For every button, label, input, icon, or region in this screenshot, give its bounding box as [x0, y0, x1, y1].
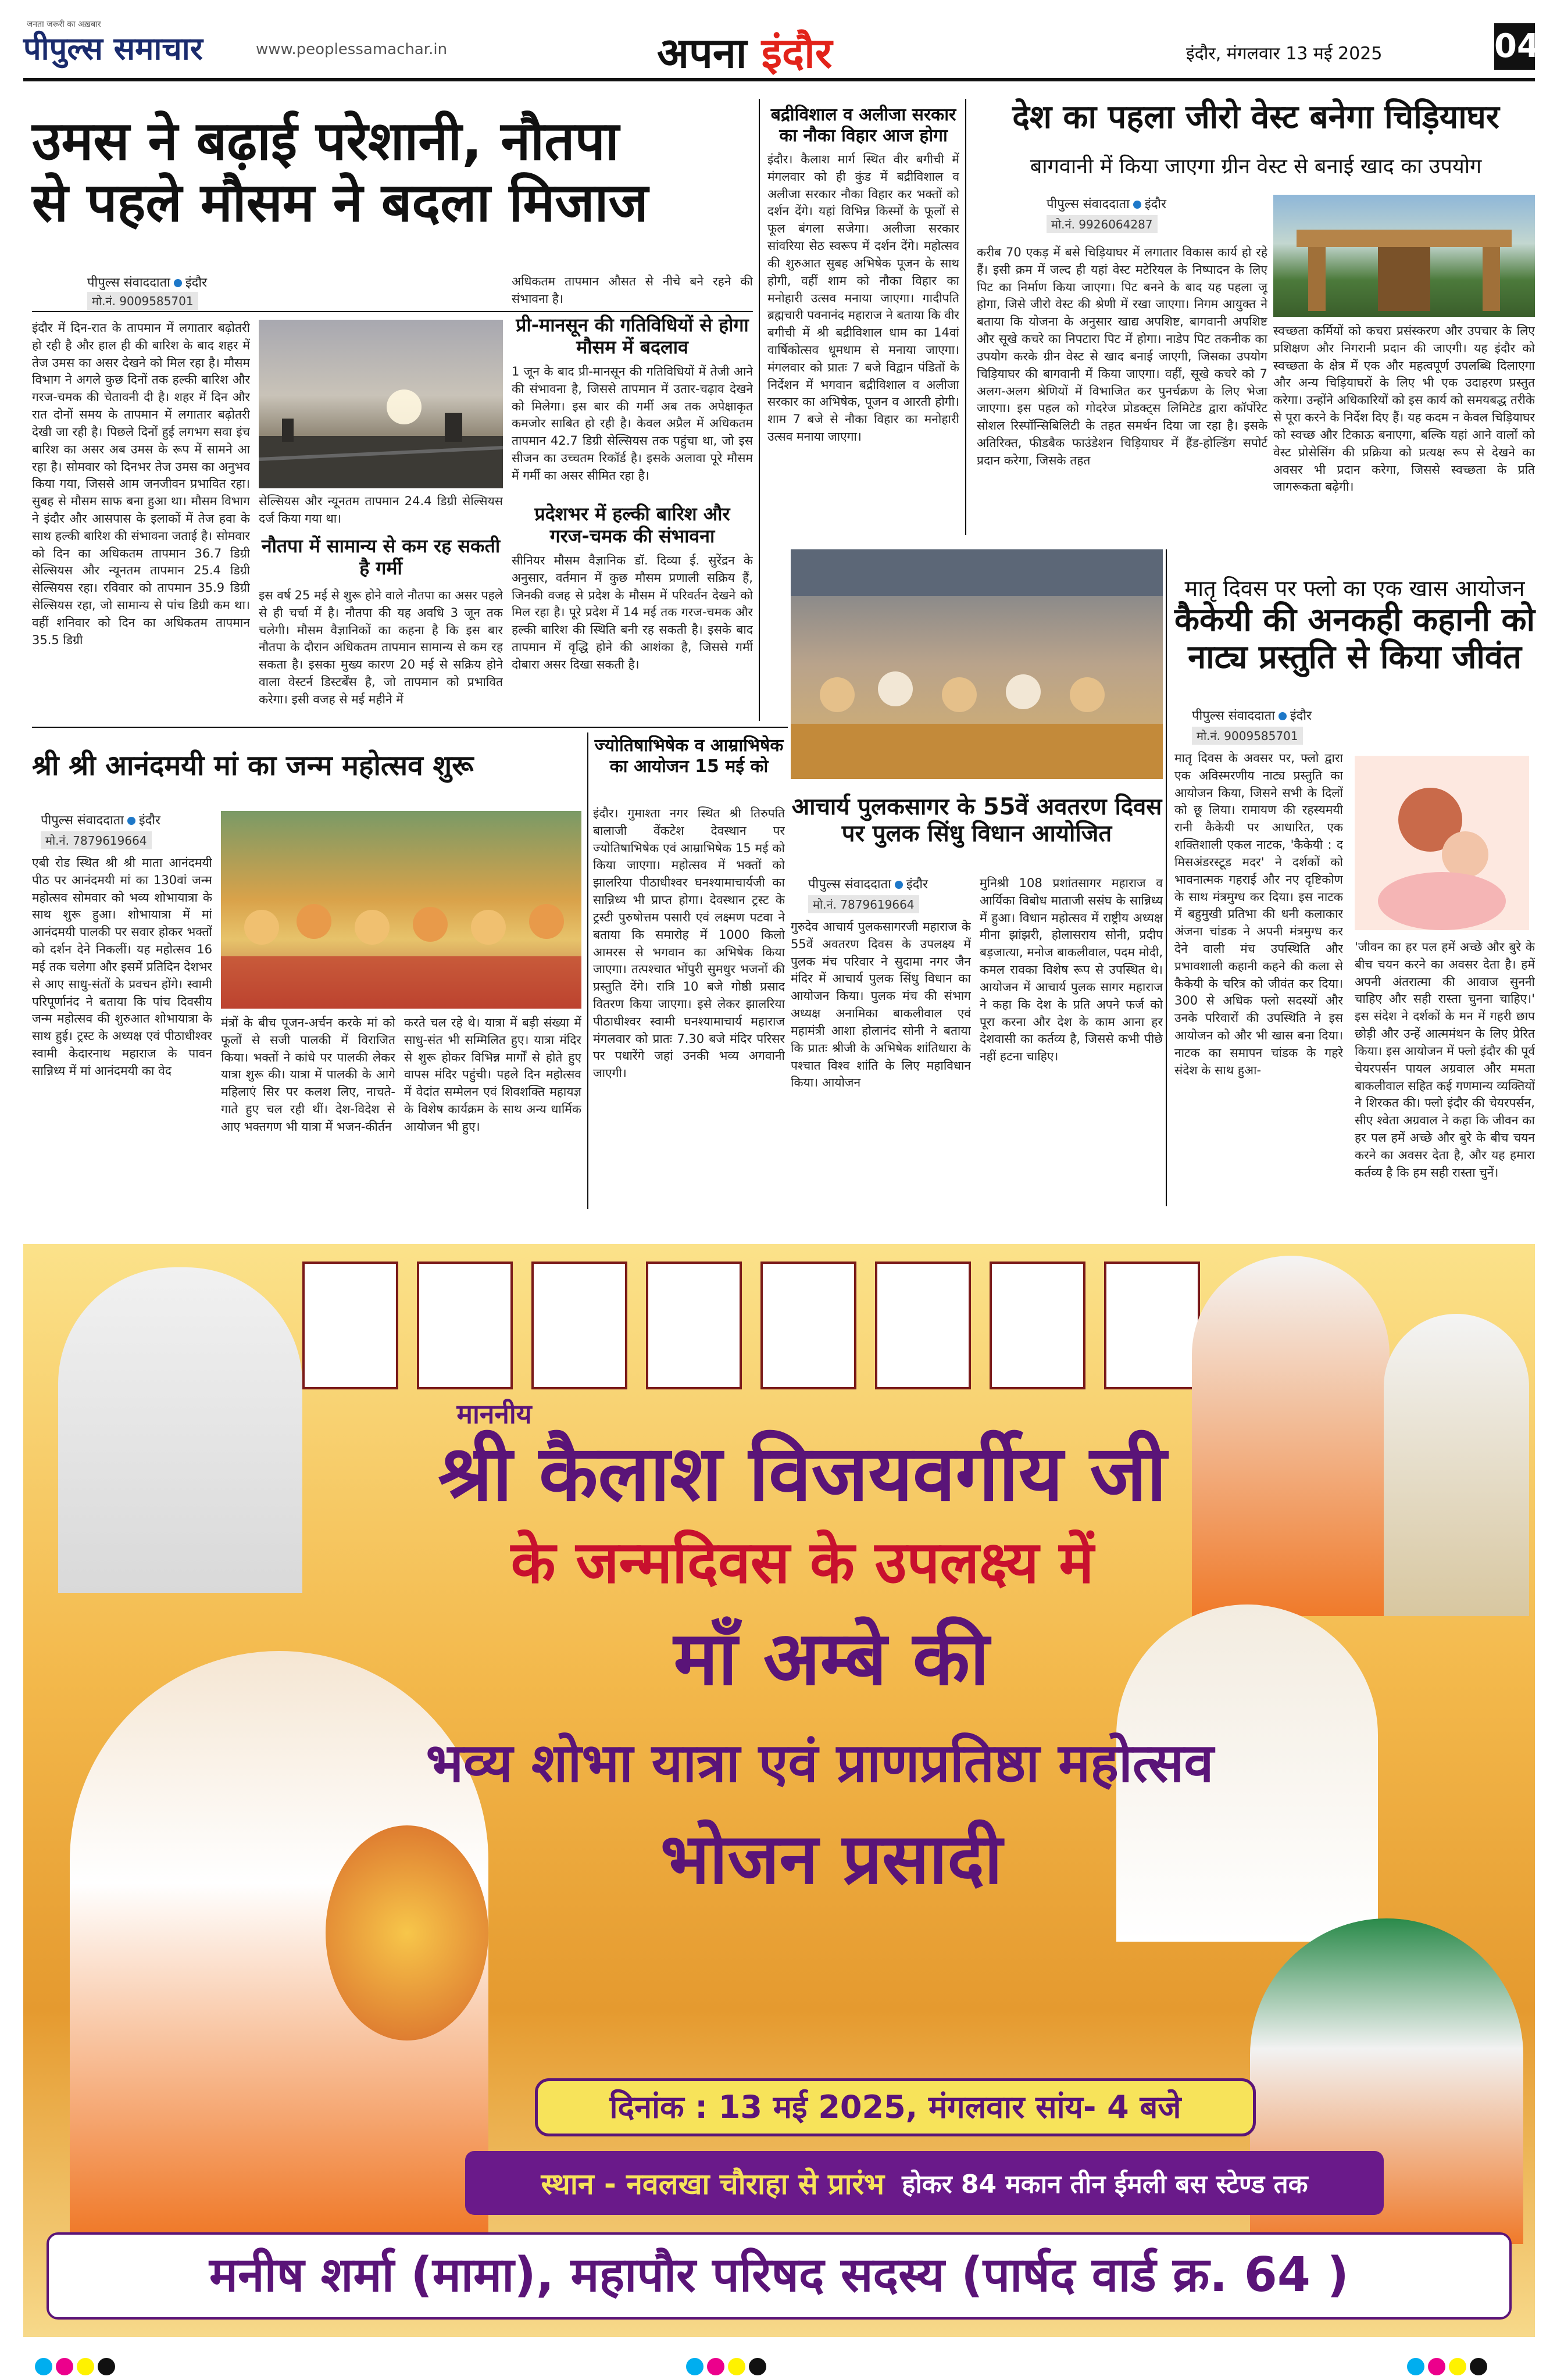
story7-headline: आचार्य पुलकसागर के 55वें अवतरण दिवस पर पुलक सिंधु विधान आयोजित [791, 794, 1162, 847]
story5-byline [41, 811, 160, 828]
story5-headline: श्री श्री आनंदमयी मां का जन्म महोत्सव शुरू [32, 749, 474, 782]
zoo-gate-icon [1273, 195, 1535, 317]
zoo-gate-photo [1273, 195, 1535, 317]
story3-deck: बागवानी में किया जाएगा ग्रीन वेस्ट से बनाई खाद का उपयोग [1030, 155, 1482, 178]
advertisement [23, 1244, 1535, 2337]
brand-logo: पीपुल्स समाचार [23, 30, 203, 67]
site-url[interactable]: www.peoplessamachar.in [256, 41, 448, 58]
story1-col3c: सीनियर मौसम वैज्ञानिक डॉ. दिव्या ई. सुरेंद्रन के अनुसार, वर्तमान में कुछ मौसम प्रणाली सक्रिय हैं, जिनकी वजह से प्रदेश के मौसम में परिवर्तन देखने को मिल रहा है। पूरे प्रदेश में 14 मई तक गरज-चमक और हल्की बारिश की स्थिति बनी रह सकती है। इसके बाद तापमान में वृद्धि होने की आशंका है, जिससे गर्मी दोबारा असर दिखा सकती है। [512, 553, 753, 671]
section-title [657, 23, 832, 80]
ad-line3: माँ अम्बे की [673, 1616, 990, 1702]
bullet-icon [1279, 712, 1287, 720]
leader-portrait-right1 [1192, 1256, 1390, 1616]
story6-body: इंदौर। गुमाश्ता नगर स्थित श्री तिरुपति बालाजी वेंकटेश देवस्थान पर ज्योतिषाभिषेक एवं आम्राभिषेक 15 मई को किया जाएगा। महोत्सव में भक्तों को झालरिया पीठाधीश्वर घनश्यामाचार्यजी का सान्निध्य भी प्राप्त होगा। देवस्थान ट्रस्ट के ट्रस्टी पुरुषोत्तम पसारी एवं लक्ष्मण पटवा ने बताया कि समारोह में 1000 किलो आमरस से भगवान का अभिषेक किया जाएगा। तत्पश्चात भोंपुरी सुमधुर भजनों की प्रस्तुति देंगे। रात्रि 10 बजे गोष्ठी प्रसाद वितरण किया जाएगा। इसे लेकर झालरिया पीठाधीश्वर स्वामी घनश्यामाचार्य महाराज मंगलवार को प्रातः 7.30 बजे मंदिर परिसर पर पधारेंगे जहां उनकी भव्य अगवानी जाएगी। [593, 806, 785, 1081]
magenta-dot-icon [1428, 2358, 1445, 2375]
story7-author: पीपुल्स संवाददाता [808, 877, 891, 892]
story3-headline: देश का पहला जीरो वेस्ट बनेगा चिड़ियाघर [1012, 98, 1499, 136]
story2-headline: बद्रीविशाल व अलीजा सरकार का नौका विहार आज होगा [770, 105, 956, 146]
story1-photo-caption: सेल्सियस और न्यूनतम तापमान 24.4 डिग्री सेल्सियस दर्ज किया गया था। [259, 494, 503, 526]
story1-headline-line1: उमस ने बढ़ाई परेशानी, नौतपा [32, 110, 619, 172]
story4-byline [1192, 706, 1312, 724]
story1-col2b: इस वर्ष 25 मई से शुरू होने वाले नौतपा का असर पहले से ही चर्चा में है। नौतपा की यह अवधि 3 जून तक चलेगी। मौसम वैज्ञानिकों का कहना है कि इस बार नौतपा के दौरान अधिकतम तापमान सामान्य से कम रह सकता है। इसका मुख्य कारण 20 मई से सक्रिय होने वाला वेस्टर्न डिस्टर्बेंस है, जो तापमान को प्रभावित करेगा। इसी वजह से मई महीने में [259, 588, 503, 706]
magenta-dot-icon [707, 2358, 724, 2375]
color-swatch-left [35, 2358, 119, 2378]
masthead [23, 17, 1540, 81]
story5-mobile: मो.नं. 7879619664 [41, 831, 152, 849]
column-rule-3 [1166, 549, 1167, 1206]
page-number: 04 [1494, 23, 1535, 70]
cyan-dot-icon [1407, 2358, 1424, 2375]
portrait-icon [990, 1262, 1085, 1389]
story5-col2: मंत्रों के बीच पूजन-अर्चन करके मां को फूलों से सजी पालकी में विराजित किया। भक्तों ने कांधे पर पालकी लेकर यात्रा शुरू की। यात्रा में पालकी के आगे महिलाएं सिर पर कलश लिए, नाचते-गाते हुए चल रही थीं। देश-विदेश से आए भक्तगण भी यात्रा में भजन-कीर्तन [221, 1016, 395, 1134]
story3-col2: स्वच्छता कर्मियों को कचरा प्रसंस्करण और उपचार के लिए प्रशिक्षण और निगरानी प्रदान की जाएगी। यह इंदौर को स्वच्छता के क्षेत्र में एक और महत्वपूर्ण उपलब्धि दिलाएगा और अन्य चिड़ियाघरों के लिए भी एक उदाहरण प्रस्तुत करेगा। उन्होंने अधिकारियों को इस कार्य को समयबद्ध तरीके से पूरा करने के निर्देश दिए हैं। यह कदम न केवल चिड़ियाघर को स्वच्छ और टिकाऊ बनाएगा, बल्कि यहां आने वालों को वेस्ट प्रोसेसिंग की प्रक्रिया को प्रत्यक्ष रूप से देखने का अवसर भी प्रदान करेगा, जिससे स्वच्छता के प्रति जागरूकता बढ़ेगी। [1273, 324, 1535, 494]
story1-city: इंदौर [185, 276, 208, 290]
story1-sub1: नौतपा में सामान्य से कम रह सकती है गर्मी [261, 535, 501, 580]
story7-city: इंदौर [906, 877, 929, 892]
dateline: इंदौर, मंगलवार 13 मई 2025 [1186, 44, 1383, 64]
bullet-icon [127, 817, 135, 825]
mother-child-illustration [1355, 756, 1529, 930]
story7-byline [808, 875, 928, 892]
story3-col1: करीब 70 एकड़ में बसे चिड़ियाघर में लगातार विकास कार्य हो रहे हैं। इसी क्रम में जल्द ही यहां वेस्ट मटेरियल के निष्पादन के लिए पिट का निर्माण किया जाएगा। पिट बनने के बाद यह पहला जू होगा, जिसे जीरो वेस्ट की श्रेणी में रखा जाएगा। निगम आयुक्त ने बताया कि योजना के अनुसार खाद्य अपशिष्ट, बागवानी अपशिष्ट और सूखे कचरे का निपटारा पिट में होगा। नाडेप पिट तकनीक का उपयोग करके ग्रीन वेस्ट से खाद बनाई जाएगी, जिसका उपयोग चिड़ियाघर की बागवानी में किया जाएगा। वहीं, सूखे कचरे को 7 अलग-अलग श्रेणियों में विभाजित कर पुनर्चक्रण के लिए भेजा जाएगा। इस पहल को गोदरेज प्रोडक्ट्स लिमिटेड द्वारा कॉर्पोरेट सोशल रिस्पॉन्सिबिलिटी के तहत समर्थन दिया जा रहा है। इसके अतिरिक्त, फीडबैक फाउंडेशन चिड़ियाघर में हैंड-होल्डिंग सपोर्ट प्रदान करेगा, जिसके तहत [977, 245, 1267, 467]
ad-name: श्री कैलाश विजयवर्गीय जी [438, 1429, 1167, 1518]
story1-mobile: मो.नं. 9009585701 [87, 292, 198, 310]
story7-col2: मुनिश्री 108 प्रशांतसागर महाराज व आर्यिका विबोध माताजी ससंघ के सान्निध्य में हुआ। विधान महोत्सव में राष्ट्रीय अध्यक्ष मीना झांझरी, होलासराय सोनी, प्रदीप बड़जात्या, मनोज बाकलीवाल, पदम मोदी, कमल रावका विशेष रूप से उपस्थित थे। आयोजन में आचार्य पुलक सागर महाराज ने कहा कि देश के प्रति अपने फर्ज को पूरा करना और देश के काम आना हर देशवासी का कर्तव्य है, जिससे कभी पीछे नहीं हटना चाहिए। [980, 876, 1163, 1064]
story5-col1: एबी रोड स्थित श्री श्री माता आनंदमयी पीठ पर आनंदमयी मां का 130वां जन्म महोत्सव सोमवार को भव्य शोभायात्रा के साथ शुरू हुआ। शोभायात्रा में मां आनंदमयी पालकी पर सवार होकर भक्तों को दर्शन देने निकलीं। यह महोत्सव 16 मई तक चलेगा और इसमें प्रतिदिन देशभर से आए साधु-संतों के प्रवचन होंगे। स्वामी परिपूर्णानंद ने बताया कि पांच दिवसीय जन्म महोत्सव की शुरुआत शोभायात्रा के साथ हुई। ट्रस्ट के अध्यक्ष एवं पीठाधीश्वर स्वामी केदारनाथ महाराज के पावन सान्निध्य में मां आनंदमयी का वेद [32, 856, 212, 1078]
story4-kicker: मातृ दिवस पर फ्लो का एक खास आयोजन [1184, 576, 1525, 601]
story3-mobile: मो.नं. 9926064287 [1047, 215, 1158, 233]
story1-sub3: प्रदेशभर में हल्की बारिश और गरज-चमक की संभावना [534, 503, 730, 548]
story3-byline [1047, 195, 1166, 212]
procession-icon [221, 811, 581, 1009]
ad-line5: भोजन प्रसादी [660, 1819, 1003, 1900]
yellow-dot-icon [77, 2358, 94, 2375]
column-rule-2 [965, 99, 966, 535]
ad-line4: भव्य शोभा यात्रा एवं प्राणप्रतिष्ठा महोत्सव [426, 1732, 1214, 1794]
sunset-photo [259, 320, 503, 488]
crowd-icon [791, 549, 1163, 779]
story5-col3: करते चल रहे थे। यात्रा में बड़ी संख्या में साधु-संत भी सम्मिलित हुए। यात्रा मंदिर से शुरू होकर विभिन्न मार्गों से होते हुए वापस मंदिर पहुंची। पहले दिन महोत्सव में वेदांत सम्मेलन एवं शिवशक्ति महायज्ञ के विशेष कार्यक्रम के साथ अन्य धार्मिक आयोजन भी हुए। [404, 1016, 581, 1134]
story1-col3a: अधिकतम तापमान औसत से नीचे बने रहने की संभावना है। [512, 274, 753, 306]
bullet-icon [174, 279, 182, 287]
story4-col2: 'जीवन का हर पल हमें अच्छे और बुरे के बीच चयन करने का अवसर देता है। हमें अपनी अंतरात्मा की आवाज सुननी चाहिए और सही रास्ता चुनना चाहिए।' इस संदेश ने दर्शकों के मन में गहरी छाप छोड़ी और उन्हें आत्ममंथन के लिए प्रेरित किया। इस आयोजन में फ्लो इंदौर की पूर्व चेयरपर्सन पायल अग्रवाल और ममता बाकलीवाल सहित कई गणमान्य व्यक्तियों ने शिरकत की। फ्लो इंदौर की चेयरपर्सन, सीए श्वेता अग्रवाल ने कहा कि जीवन का हर पल हमें अच्छे और बुरे के बीच चयन करने का अवसर देता है, और यह हमारा कर्तव्य है कि हम सही रास्ता चुनें। [1355, 940, 1535, 1180]
cyan-dot-icon [686, 2358, 703, 2375]
bullet-icon [1133, 201, 1141, 209]
vidhan-photo [791, 549, 1163, 779]
column-rule-4 [587, 732, 588, 1209]
mother-child-icon [1355, 756, 1529, 930]
story7-mobile: मो.नं. 7879619664 [808, 895, 919, 913]
story5-city: इंदौर [138, 813, 161, 828]
story1-col3b: 1 जून के बाद प्री-मानसून की गतिविधियों में तेजी आने की संभावना है, जिससे तापमान में उतार-चढ़ाव देखने को मिलेगा। इस बार की गर्मी अब तक अपेक्षाकृत कमजोर साबित हो रही है। केवल अप्रैल में अधिकतम तापमान 42.7 डिग्री सेल्सियस तक पहुंचा था, जो इस सीजन का उच्चतम रिकॉर्ड है। इसके अलावा पूरे मौसम में गर्मी का असर सीमित रहा है। [512, 364, 753, 483]
story7-col1: गुरुदेव आचार्य पुलकसागरजी महाराज के 55वें अवतरण दिवस के उपलक्ष्य में पुलक मंच परिवार ने सुदामा नगर जैन मंदिर में आचार्य पुलक सिंधु विधान का आयोजन किया। पुलक मंच की संभाग अध्यक्ष अनामिका बाकलीवाल एवं महामंत्री आशा होलानंद सोनी ने बताया कि प्रातः श्रीजी के अभिषेक शांतिधारा के पश्चात विश्व शांति के लिए महाविधान किया। आयोजन [791, 920, 971, 1090]
portrait-icon [1104, 1262, 1200, 1389]
story1-rule [32, 311, 753, 312]
leader-portrait-left [58, 1267, 302, 1593]
story1-headline-line2: से पहले मौसम ने बदला मिजाज [32, 171, 648, 234]
story2-body: इंदौर। कैलाश मार्ग स्थित वीर बगीची में मंगलवार को ही कुंड में बद्रीविशाल व अलीजा सरकार नौका विहार कर भक्तों को दर्शन देंगे। यहां विभिन्न किस्मों के फूलों से फूल बंगला सजेगा। अलीजा सरकार सांवरिया सेठ स्वरूप में दर्शन देंगे। महोत्सव की शुरुआत सुबह अभिषेक पूजन के साथ होगी, वहीं शाम को नौका विहार का मनोहारी उत्सव मनाया जाएगा। गादीपति ब्रह्मचारी पवनानंद महाराज ने बताया कि वीर बगीची में श्री बद्रीविशाल धाम का 14वां वार्षिकोत्सव धूमधाम से मनाया जाएगा। मंगलवार को प्रातः 7 बजे विद्वान पंडितों के निर्देशन में भगवान बद्रीविशाल व अलीजा सरकार का अभिषेक, पूजन व आरती होगी। शाम 7 बजे से नौका विहार का मनोहारी उत्सव मनाया जाएगा। [767, 152, 959, 444]
city-sunset-icon [259, 320, 503, 488]
brand-tagline: जनता जरूरी का अख़बार [27, 20, 101, 29]
black-dot-icon [98, 2358, 115, 2375]
bullet-icon [895, 881, 903, 889]
goddess-durga-icon [326, 1825, 488, 2040]
ad-venue-end: होकर 84 मकान तीन ईमली बस स्टेण्ड तक [902, 2170, 1308, 2199]
procession-photo [221, 811, 581, 1009]
yellow-dot-icon [1449, 2358, 1466, 2375]
story1-author: पीपुल्स संवाददाता [87, 276, 170, 290]
story1-byline [87, 273, 207, 291]
ad-line2: के जन्मदिवस के उपलक्ष्य में [510, 1528, 1094, 1596]
story1-col1: इंदौर में दिन-रात के तापमान में लगातार बढ़ोतरी हो रही है और हाल ही की बारिश के बाद शहर में तेज उमस का असर देखने को मिल रहा है। मौसम विभाग ने अगले कुछ दिनों तक हल्की बारिश और गरज-चमक की चेतावनी दी है। शहर में दिन और रात दोनों समय के तापमान में लगातार बढ़ोतरी देखी जा रही है। पिछले दिनों हुई लगभग सवा इंच बारिश का असर अब उमस के रूप में सामने आ रहा है। सोमवार को दिनभर तेज उमस का अनुभव किया गया, जिससे आम जनजीवन प्रभावित रहा। सुबह से मौसम साफ बना हुआ था। मौसम विभाग ने इंदौर और आसपास के इलाकों में तेज हवा के साथ हल्की बारिश की संभावना जताई है। सोमवार को दिन का अधिकतम तापमान 36.7 डिग्री सेल्सियस और न्यूनतम तापमान 25.4 डिग्री सेल्सियस रहा। रविवार को तापमान 35.9 डिग्री सेल्सियस रहा, जो सामान्य से पांच डिग्री कम था। वहीं शनिवार को दिन का अधिकतम तापमान 35.5 डिग्री [32, 321, 250, 647]
registration-marks [0, 2354, 1557, 2380]
story6-headline: ज्योतिषाभिषेक व आम्राभिषेक का आयोजन 15 मई को [594, 735, 784, 777]
portrait-icon [760, 1262, 856, 1389]
cyan-dot-icon [35, 2358, 52, 2375]
section-title-a: अपना [657, 28, 747, 77]
story4-col1: मातृ दिवस के अवसर पर, फ्लो द्वारा एक अविस्मरणीय नाट्य प्रस्तुति का आयोजन किया, जिसने सभी के दिलों को छू लिया। रामायण की रहस्यमयी रानी कैकेयी पर आधारित, एक शक्तिशाली एकल नाटक, 'कैकेयी : द मिसअंडरस्टूड मदर' ने दर्शकों को भावनात्मक गहराई और नए दृष्टिकोण के साथ मंत्रमुग्ध कर दिया। इस नाटक में बहुमुखी प्रतिभा की धनी कलाकार अंजना चांडक ने अपनी मंत्रमुग्ध कर देने वाली मंच उपस्थिति और प्रभावशाली कहानी कहने की कला से कैकेयी के चरित्र को जीवंत कर दिया। 300 से अधिक फ्लो सदस्यों और उनके परिवारों की उपस्थिति ने इस आयोजन को और भी खास बना दिया। नाटक का समापन चांडक के गहरे संदेश के साथ हुआ- [1174, 751, 1343, 1077]
story4-city: इंदौर [1290, 709, 1312, 723]
portrait-icon [646, 1262, 742, 1389]
color-swatch-right [1407, 2358, 1491, 2378]
black-dot-icon [1470, 2358, 1487, 2375]
black-dot-icon [749, 2358, 766, 2375]
portrait-row [302, 1262, 1209, 1401]
ad-honorific: माननीय [456, 1398, 532, 1430]
story4-mobile: मो.नं. 9009585701 [1192, 727, 1303, 745]
ad-venue-banner [465, 2151, 1384, 2215]
section-rule [32, 727, 788, 728]
yellow-dot-icon [728, 2358, 745, 2375]
story1-headline [32, 110, 753, 234]
story4-author: पीपुल्स संवाददाता [1192, 709, 1275, 723]
color-swatch-center [686, 2358, 770, 2378]
magenta-dot-icon [56, 2358, 73, 2375]
ad-date-banner: दिनांक : 13 मई 2025, मंगलवार सांय- 4 बजे [535, 2078, 1256, 2136]
portrait-icon [417, 1262, 513, 1389]
portrait-icon [875, 1262, 971, 1389]
portrait-icon [531, 1262, 627, 1389]
column-rule [759, 99, 760, 721]
story5-author: पीपुल्स संवाददाता [41, 813, 124, 828]
section-title-b: इंदौर [761, 28, 833, 77]
portrait-icon [302, 1262, 398, 1389]
ad-footer-sponsor: मनीष शर्मा (मामा), महापौर परिषद सदस्य (पार्षद वार्ड क्र. 64 ) [47, 2232, 1512, 2320]
story3-author: पीपुल्स संवाददाता [1047, 197, 1130, 212]
leader-portrait-right2 [1384, 1314, 1529, 1616]
story4-headline: कैकेयी की अनकही कहानी को नाट्य प्रस्तुति से किया जीवंत [1174, 601, 1535, 677]
ad-venue-start: स्थान - नवलखा चौराहा से प्रारंभ [541, 2167, 885, 2201]
story1-sub2: प्री-मानसून की गतिविधियों से होगा मौसम में बदलाव [516, 314, 749, 359]
story3-city: इंदौर [1144, 197, 1167, 212]
